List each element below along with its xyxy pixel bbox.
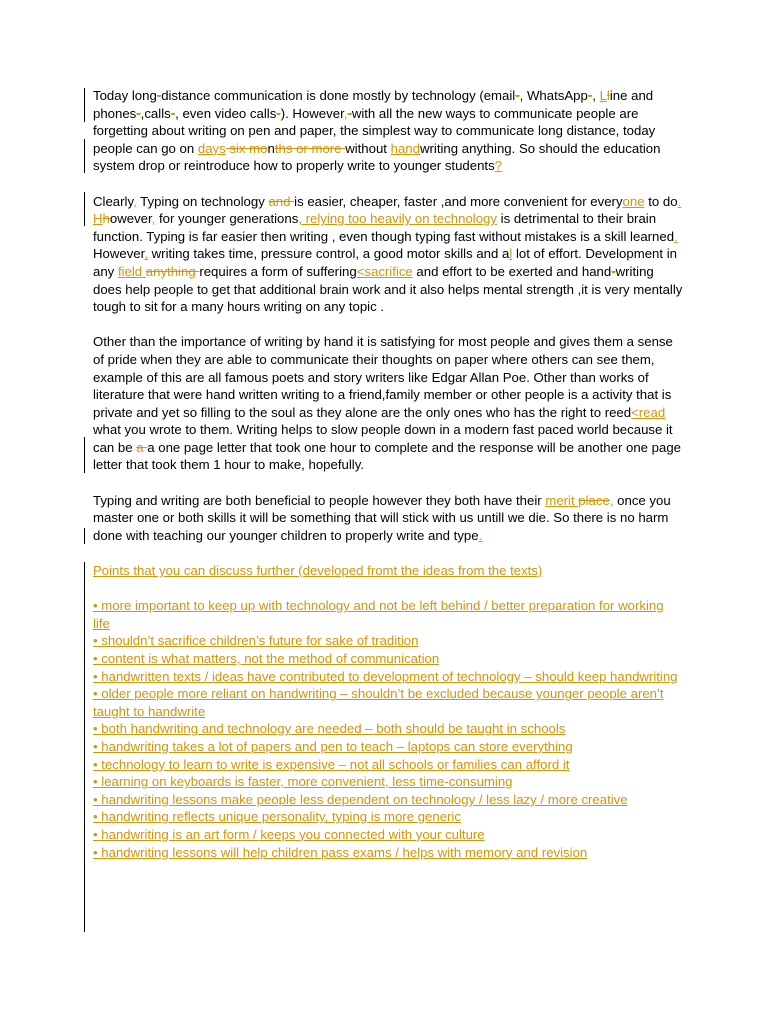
point-item: • content is what matters, not the method of communication [93,651,440,666]
text-run: writing takes time, pressure control, a good motor skills and a [147,246,510,262]
change-bar [84,437,85,473]
text-run: a one page letter that took one hour to complete and the response will be another one page letter that took them 1 hour to make, hopefully. [93,439,682,473]
deleted-text: - [136,105,141,121]
paragraph-4 [93,492,683,545]
point-item: • learning on keyboards is faster, more convenient, less time-consuming [93,774,513,790]
text-run: , even video calls [175,105,277,121]
deleted-text: - [156,88,162,103]
text-run: Other than the importance of writing by hand it is satisfying for most people and gives them a sense of pride when they are able to communicate their thoughts on paper where others can see them, example of this are all famous poets and story writers like Edgar Allan Poe. Other than works of literature that were hand written writing to a friend,family member or other people is a activity that is private and yet so filling to the soul as they alone are the only ones who has the right to reed [93,334,673,420]
inserted-text: , [144,246,148,262]
text-run: Today long [93,88,157,103]
text-run: ine and phones [93,88,654,121]
change-bar [84,562,85,932]
text-run: to do [644,193,678,209]
point-item: • handwriting lessons make people less dependent on technology / less lazy / more creative [93,791,628,807]
point-item: • shouldn’t sacrifice children’s future for sake of tradition [93,633,419,649]
paragraph-2 [93,193,683,316]
point-item: • handwriting is an art form / keeps you connected with your culture [93,826,485,842]
deleted-text: ths or more [274,140,346,156]
document-body [93,87,683,861]
tracked-points-section [93,562,683,861]
text-run: Clearly [93,193,134,209]
deleted-text: and [268,193,295,209]
text-run: for younger generations [155,211,299,227]
deleted-text: - [276,105,281,121]
inserted-text: <read [631,404,666,420]
text-run: , WhatsApp [519,88,588,103]
deleted-text: anything [145,263,200,279]
text-run: writing anything. So should the education system drop or reintroduce how to properly write to younger students [93,140,661,174]
inserted-text: , [609,492,614,508]
points-heading: Points that you can discuss further (developed fromt the ideas from the texts) [93,563,543,579]
inserted-text: L [599,88,607,103]
inserted-text: , [151,211,156,227]
change-bar [84,88,85,122]
deleted-text: six mo [225,140,268,156]
inserted-text: <sacrifice [356,263,413,279]
text-run: what you wrote to them. Writing helps to slow people down in a modern fast paced world because it can be [93,422,673,455]
text-run: , [592,88,600,103]
text-run: is easier, cheaper, faster ,and more convenient for every [294,193,623,209]
inserted-text: . [674,228,678,244]
point-item: • technology to learn to write is expensive – not all schools or families can afford it [93,756,570,772]
point-item: • older people more reliant on handwriting – shouldn’t be excluded because younger people aren’t taught to handwrite [93,686,664,719]
text-run: once you master one or both skills it will be something that will stick with us untill we die. So there is no harm done with teaching our younger children to properly write and type [93,492,671,543]
deleted-text: h [102,211,110,227]
change-bar [84,528,85,544]
inserted-text: hand [390,140,420,156]
text-run: without [345,140,391,156]
inserted-text: one [622,193,645,209]
inserted-text: H [93,211,103,227]
blank-line [93,580,683,598]
text-run: requires a form of suffering [199,263,357,279]
inserted-text: , [343,105,348,121]
inserted-text: field [117,263,146,279]
text-run: Typing and writing are both beneficial to people however they both have their [93,492,546,508]
change-bar [84,139,85,173]
inserted-text: . [677,193,682,209]
paragraph-1 [93,87,683,175]
point-item: • handwriting takes a lot of papers and pen to teach – laptops can store everything [93,738,573,754]
inserted-text: l [509,246,513,262]
text-run: Typing on technology [136,193,269,209]
inserted-text: days [197,140,226,156]
point-item: • handwriting lessons will help children pass exams / helps with memory and revision [93,844,588,860]
deleted-text: l [606,88,610,103]
text-run: However [93,246,145,262]
point-item: • both handwriting and technology are needed – both should be taught in schools [93,721,566,737]
text-run: ). However [280,105,344,121]
inserted-text: ? [494,158,503,174]
inserted-text: . [478,527,483,543]
deleted-text: - [587,88,593,103]
point-item: • more important to keep up with technology and not be left behind / better preparation for working life [93,598,664,631]
deleted-text: a [136,439,148,455]
text-run: distance communication is done mostly by technology (email [161,88,516,103]
text-run: is detrimental to their brain function. Typing is far easier then writing , even though typing fast without mistakes is a skill learned [93,211,675,244]
text-run: owever [109,211,152,227]
text-run: lot of effort. Development in any [93,246,677,279]
inserted-text: merit [545,492,579,508]
text-run: ,calls [140,105,171,121]
inserted-text: , relying too heavily on technology [298,211,497,227]
deleted-text: - [170,105,176,121]
change-bar [84,192,85,226]
paragraph-3 [93,333,683,474]
text-run: and effort to be exerted and hand [412,263,612,279]
text-run: n [267,140,275,156]
text-run: writing does help people to get that additional brain work and it also helps mental strength ,it is very mentally tough to sit for a many hours writing on any topic . [93,263,683,315]
point-item: • handwriting reflects unique personality, typing is more generic [93,809,461,825]
deleted-text: - [347,105,352,121]
point-item: • handwritten texts / ideas have contributed to development of technology – should keep handwriting [93,668,678,684]
inserted-text: , [133,193,137,209]
deleted-text: - [611,263,616,279]
text-run: with all the new ways to communicate people are forgetting about writing on pen and paper, the simplest way to communicate long distance, today people can go on [93,105,656,156]
deleted-text: place [578,492,610,508]
deleted-text: - [515,88,520,103]
